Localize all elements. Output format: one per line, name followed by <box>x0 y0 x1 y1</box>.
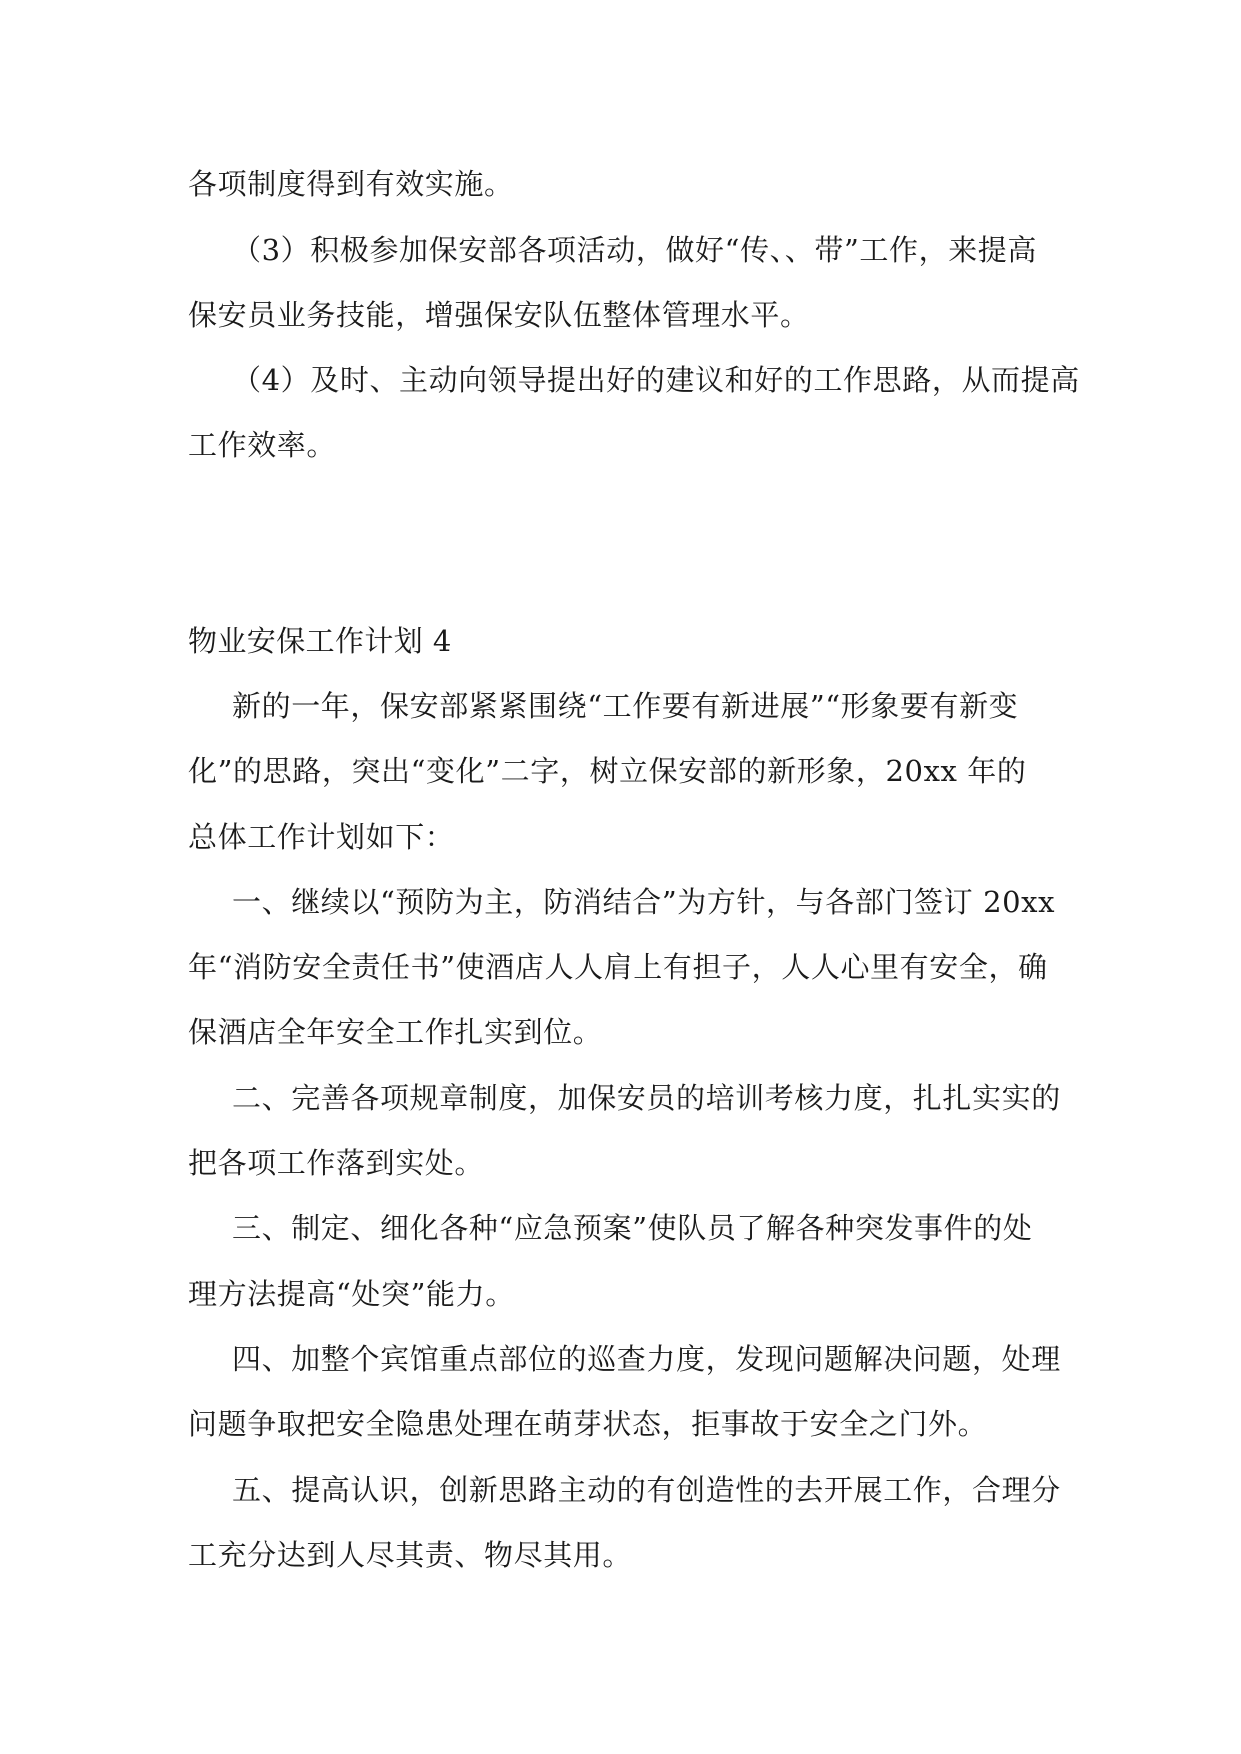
paragraph-line: 三、制定、细化各种“应急预案”使队员了解各种突发事件的处 <box>232 1211 1033 1245</box>
paragraph-line: （4）及时、主动向领导提出好的建议和好的工作思路，从而提高 <box>232 363 1080 397</box>
paragraph-line: 总体工作计划如下： <box>188 820 455 854</box>
paragraph-line: （3）积极参加保安部各项活动，做好“传、、带”工作，来提高 <box>232 233 1038 267</box>
paragraph-line: 保酒店全年安全工作扎实到位。 <box>188 1015 603 1049</box>
paragraph-line: 化”的思路，突出“变化”二字，树立保安部的新形象，20xx 年的 <box>188 754 1027 788</box>
paragraph-line: 年“消防安全责任书”使酒店人人肩上有担子，人人心里有安全，确 <box>188 950 1048 984</box>
paragraph-line: 二、完善各项规章制度，加保安员的培训考核力度，扎扎实实的 <box>232 1081 1061 1115</box>
paragraph-line: 一、继续以“预防为主，防消结合”为方针，与各部门签订 20xx <box>232 885 1056 919</box>
paragraph-line: 五、提高认识，创新思路主动的有创造性的去开展工作，合理分 <box>232 1473 1061 1507</box>
paragraph-line: 保安员业务技能，增强保安队伍整体管理水平。 <box>188 298 810 332</box>
paragraph-line: 工充分达到人尽其责、物尽其用。 <box>188 1538 633 1572</box>
paragraph-line: 把各项工作落到实处。 <box>188 1146 485 1180</box>
paragraph-line: 四、加整个宾馆重点部位的巡查力度，发现问题解决问题，处理 <box>232 1342 1061 1376</box>
paragraph-line: 工作效率。 <box>188 428 337 462</box>
paragraph-line: 问题争取把安全隐患处理在萌芽状态，拒事故于安全之门外。 <box>188 1407 988 1441</box>
section-title: 物业安保工作计划 4 <box>188 624 452 658</box>
paragraph-line: 各项制度得到有效实施。 <box>188 167 514 201</box>
paragraph-line: 新的一年，保安部紧紧围绕“工作要有新进展”“形象要有新变 <box>232 689 1019 723</box>
paragraph-line: 理方法提高“处突”能力。 <box>188 1277 515 1311</box>
